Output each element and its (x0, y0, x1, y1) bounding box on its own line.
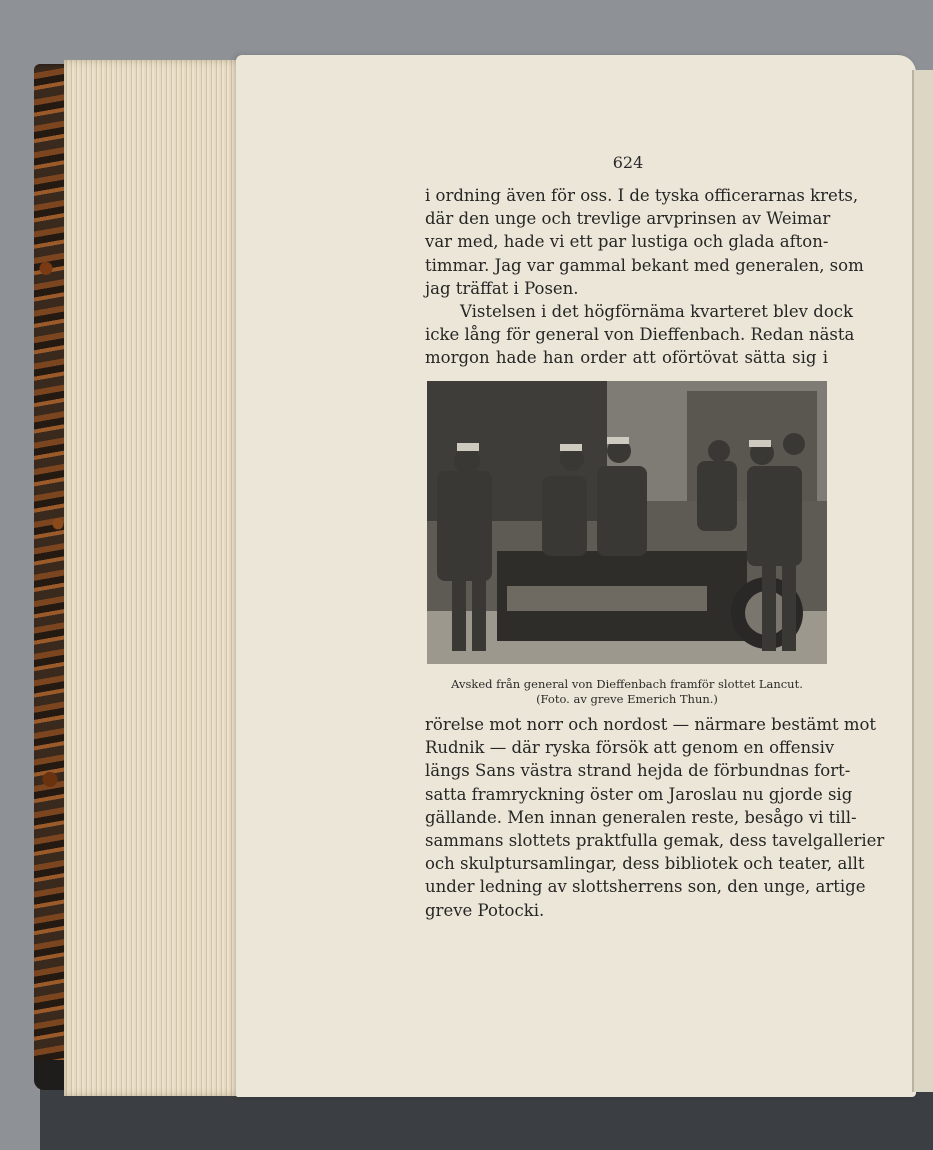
photo-illustration (427, 381, 827, 664)
text-line: rörelse mot norr och nordost — närmare bestämt mot (425, 715, 877, 734)
page-number: 624 (612, 153, 644, 172)
text-line: sammans slottets praktfulla gemak, dess tavelgallerier (425, 831, 885, 851)
page-edges (64, 60, 244, 1096)
text-line: jag träffat i Posen. (425, 278, 579, 298)
text-line: längs Sans västra strand hejda de förbundnas fort- (425, 761, 851, 781)
text-line: timmar. Jag var gammal bekant med generalen, som (425, 255, 864, 275)
photograph-officers-by-car (427, 381, 827, 664)
text-line: morgon hade han order att oförtövat sätta sig i (425, 348, 828, 368)
text-line: Vistelsen i det högförnäma kvarteret blev dock (460, 302, 853, 321)
text-line: icke lång för general von Dieffenbach. Redan nästa (425, 325, 855, 345)
text-line: där den unge och trevlige arvprinsen av Weimar (425, 209, 831, 229)
text-line: satta framryckning öster om Jaroslau nu gjorde sig (425, 784, 853, 804)
text-line: greve Potocki. (425, 900, 545, 920)
paragraph-2 (425, 300, 855, 370)
text-line: var med, hade vi ett par lustiga och glada afton- (425, 232, 829, 252)
next-page-edge (912, 70, 933, 1092)
caption-line: Avsked från general von Dieffenbach framför slottet Lancut. (451, 677, 803, 691)
text-line: Rudnik — där ryska försök att genom en offensiv (425, 738, 835, 758)
photo-caption (427, 677, 827, 707)
paragraph-1 (425, 184, 864, 300)
text-line: under ledning av slottsherrens son, den unge, artige (425, 877, 866, 897)
caption-credit: (Foto. av greve Emerich Thun.) (536, 692, 718, 706)
text-line: i ordning även för oss. I de tyska officerarnas krets, (425, 186, 859, 205)
text-line: och skulptursamlingar, dess bibliotek och teater, allt (425, 854, 865, 874)
text-line: gällande. Men innan generalen reste, besågo vi till- (425, 807, 857, 827)
paragraph-3 (425, 713, 885, 922)
